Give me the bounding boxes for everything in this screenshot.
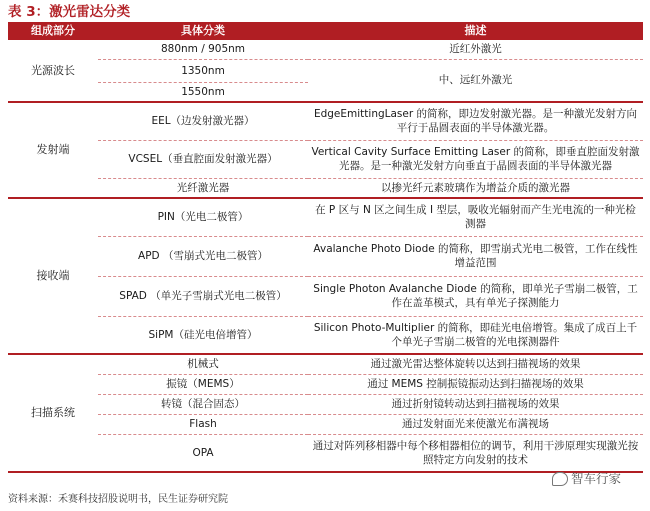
table-row	[8, 414, 643, 434]
table-row	[8, 316, 643, 354]
group-light-source: 光源波长	[8, 40, 98, 102]
watermark	[552, 470, 621, 488]
group-scanning: 扫描系统	[8, 354, 98, 472]
table-row	[8, 198, 643, 236]
table-header-row	[8, 22, 643, 40]
table-row	[8, 102, 643, 140]
desc-cell: Vertical Cavity Surface Emitting Laser 的简称，即垂直腔面发射激光器。是一种激光发射方向垂直于晶圆表面的半导体激光器	[308, 140, 643, 178]
table-row	[8, 59, 643, 82]
type-cell: 机械式	[98, 354, 308, 374]
type-cell: APD （雪崩式光电二极管）	[98, 236, 308, 276]
desc-cell: 以掺光纤元素玻璃作为增益介质的激光器	[308, 178, 643, 198]
group-receiver: 接收端	[8, 198, 98, 354]
desc-cell: 近红外激光	[308, 40, 643, 59]
table-row	[8, 140, 643, 178]
type-cell: EEL（边发射激光器）	[98, 102, 308, 140]
type-cell: 1350nm	[98, 59, 308, 82]
type-cell: 转镜（混合固态）	[98, 394, 308, 414]
header-type: 具体分类	[98, 22, 308, 40]
type-cell: OPA	[98, 434, 308, 472]
type-cell: SiPM（硅光电倍增管）	[98, 316, 308, 354]
desc-cell: 通过对阵列移相器中每个移相器相位的调节，利用干涉原理实现激光按照特定方向发射的技术	[308, 434, 643, 472]
desc-cell: 通过折射镜转动达到扫描视场的效果	[308, 394, 643, 414]
desc-cell: 在 P 区与 N 区之间生成 I 型层，吸收光辐射而产生光电流的一种光检测器	[308, 198, 643, 236]
type-cell: 1550nm	[98, 82, 308, 102]
desc-cell: EdgeEmittingLaser 的简称，即边发射激光器。是一种激光发射方向平行于晶圆表面的半导体激光器。	[308, 102, 643, 140]
type-cell: PIN（光电二极管）	[98, 198, 308, 236]
group-transmitter: 发射端	[8, 102, 98, 198]
type-cell: 880nm / 905nm	[98, 40, 308, 59]
lidar-classification-table	[8, 22, 643, 473]
type-cell: Flash	[98, 414, 308, 434]
desc-cell: 通过发射面光来使激光布满视场	[308, 414, 643, 434]
table-row	[8, 40, 643, 59]
watermark-text: 智车行家	[571, 471, 622, 486]
type-cell: 振镜（MEMS）	[98, 374, 308, 394]
table-row	[8, 394, 643, 414]
type-cell: VCSEL（垂直腔面发射激光器）	[98, 140, 308, 178]
header-component: 组成部分	[8, 22, 98, 40]
header-description: 描述	[308, 22, 643, 40]
desc-cell: Single Photon Avalanche Diode 的简称，即单光子雪崩二极管，工作在盖革模式，具有单光子探测能力	[308, 276, 643, 316]
chat-bubble-icon	[552, 472, 568, 486]
type-cell: SPAD （单光子雪崩式光电二极管）	[98, 276, 308, 316]
desc-cell: 中、远红外激光	[308, 59, 643, 102]
table-row	[8, 236, 643, 276]
desc-cell: 通过激光雷达整体旋转以达到扫描视场的效果	[308, 354, 643, 374]
table-row	[8, 354, 643, 374]
table-title: 表 3：激光雷达分类	[8, 4, 131, 20]
type-cell: 光纤激光器	[98, 178, 308, 198]
desc-cell: 通过 MEMS 控制振镜振动达到扫描视场的效果	[308, 374, 643, 394]
desc-cell: Avalanche Photo Diode 的简称，即雪崩式光电二极管，工作在线性增益范围	[308, 236, 643, 276]
desc-cell: Silicon Photo-Multiplier 的简称，即硅光电倍增管。集成了成百上千个单光子雪崩二极管的光电探测器件	[308, 316, 643, 354]
source-note: 资料来源：禾赛科技招股说明书，民生证券研究院	[8, 494, 228, 505]
table-row	[8, 178, 643, 198]
table-row	[8, 434, 643, 472]
table-row	[8, 374, 643, 394]
table-row	[8, 276, 643, 316]
